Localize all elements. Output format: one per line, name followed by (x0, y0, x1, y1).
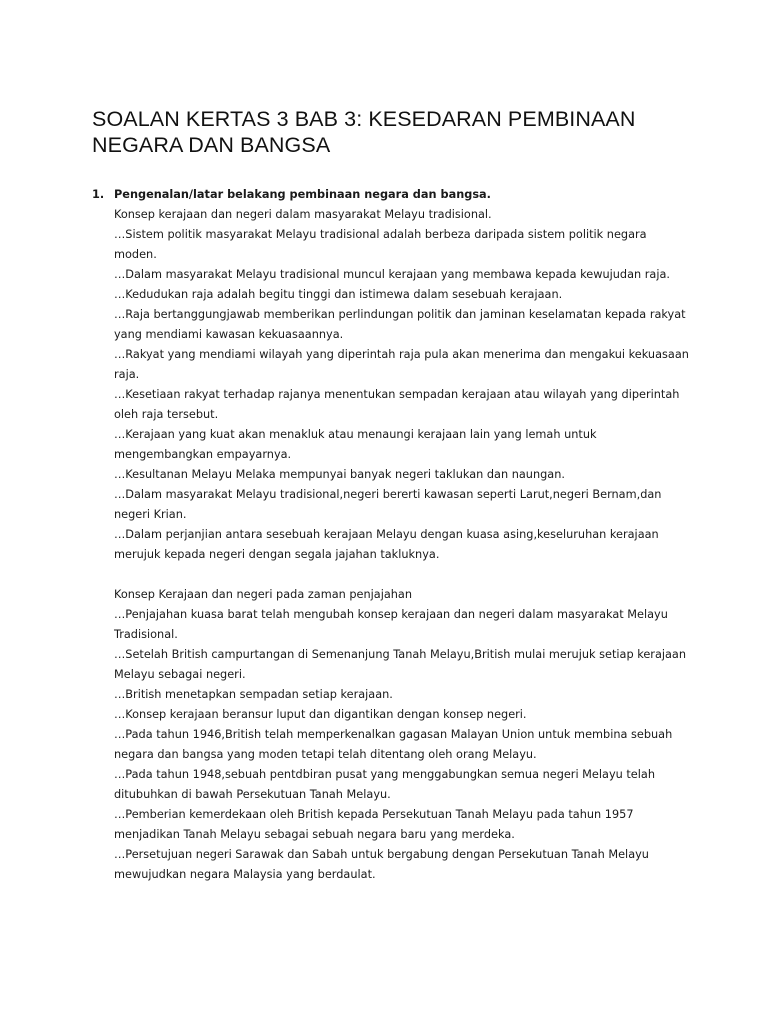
section-2-line: …Pemberian kemerdekaan oleh British kepada Persekutuan Tanah Melayu pada tahun 1957 (114, 808, 634, 821)
section-2-line: …Konsep kerajaan beransur luput dan digantikan dengan konsep negeri. (114, 708, 527, 721)
section-1-line: …Dalam perjanjian antara sesebuah kerajaan Melayu dengan kuasa asing,keseluruhan kerajaan (114, 528, 659, 541)
section-1-line: negeri Krian. (114, 508, 187, 521)
section-1-line: …Kerajaan yang kuat akan menakluk atau menaungi kerajaan lain yang lemah untuk (114, 428, 597, 441)
section-2-line: …British menetapkan sempadan setiap kerajaan. (114, 688, 393, 701)
section-1-line: Konsep kerajaan dan negeri dalam masyarakat Melayu tradisional. (114, 208, 492, 221)
section-1-line: mengembangkan empayarnya. (114, 448, 292, 461)
section-1-line: …Dalam masyarakat Melayu tradisional,negeri bererti kawasan seperti Larut,negeri Bernam,dan (114, 488, 662, 501)
section-1-content (114, 205, 692, 565)
section-2-line: menjadikan Tanah Melayu sebagai sebuah negara baru yang merdeka. (114, 828, 515, 841)
section-1-line: …Dalam masyarakat Melayu tradisional muncul kerajaan yang membawa kepada kewujudan raja. (114, 268, 670, 281)
section-1-line: …Kesetiaan rakyat terhadap rajanya menentukan sempadan kerajaan atau wilayah yang diperintah (114, 388, 680, 401)
section-1-line: …Kedudukan raja adalah begitu tinggi dan istimewa dalam sesebuah kerajaan. (114, 288, 563, 301)
paragraph-spacer (92, 565, 692, 585)
section-1-line: …Rakyat yang mendiami wilayah yang diperintah raja pula akan menerima dan mengakui kekuasaan (114, 348, 689, 361)
section-1-line: moden. (114, 248, 157, 261)
section-2-line: …Setelah British campurtangan di Semenanjung Tanah Melayu,British mulai merujuk setiap kerajaan (114, 648, 687, 661)
section-2-line: …Persetujuan negeri Sarawak dan Sabah untuk bergabung dengan Persekutuan Tanah Melayu (114, 848, 649, 861)
section-2-content (114, 605, 692, 885)
section-1-line: …Raja bertanggungjawab memberikan perlindungan politik dan jaminan keselamatan kepada rakyat (114, 308, 686, 321)
section-2-line: mewujudkan negara Malaysia yang berdaulat. (114, 868, 376, 881)
document-body (92, 185, 692, 885)
section-1-line: …Sistem politik masyarakat Melayu tradisional adalah berbeza daripada sistem politik negara (114, 228, 647, 241)
title-line-1: SOALAN KERTAS 3 BAB 3: KESEDARAN PEMBINAAN (92, 107, 636, 131)
document-title (92, 106, 712, 158)
section-1-line: …Kesultanan Melayu Melaka mempunyai banyak negeri taklukan dan naungan. (114, 468, 565, 481)
section-1-line: merujuk kepada negeri dengan segala jajahan takluknya. (114, 548, 440, 561)
section-2-line: …Pada tahun 1948,sebuah pentdbiran pusat yang menggabungkan semua negeri Melayu telah (114, 768, 655, 781)
section-1-line: oleh raja tersebut. (114, 408, 219, 421)
section-2-line: ditubuhkan di bawah Persekutuan Tanah Melayu. (114, 788, 391, 801)
section-1-heading (92, 185, 692, 205)
section-2-heading: Konsep Kerajaan dan negeri pada zaman penjajahan (114, 588, 413, 601)
section-1-line: yang mendiami kawasan kekuasaannya. (114, 328, 344, 341)
section-2-line: …Penjajahan kuasa barat telah mengubah konsep kerajaan dan negeri dalam masyarakat Melayu (114, 608, 668, 621)
section-1-number: 1. (92, 188, 105, 201)
section-2-line: …Pada tahun 1946,British telah memperkenalkan gagasan Malayan Union untuk membina sebuah (114, 728, 673, 741)
section-2-line: Tradisional. (114, 628, 178, 641)
section-1-line: raja. (114, 368, 140, 381)
section-2-line: Melayu sebagai negeri. (114, 668, 246, 681)
section-2-line: negara dan bangsa yang moden tetapi telah ditentang oleh orang Melayu. (114, 748, 537, 761)
section-1-heading-text: Pengenalan/latar belakang pembinaan negara dan bangsa. (114, 188, 491, 201)
title-line-2: NEGARA DAN BANGSA (92, 133, 331, 157)
